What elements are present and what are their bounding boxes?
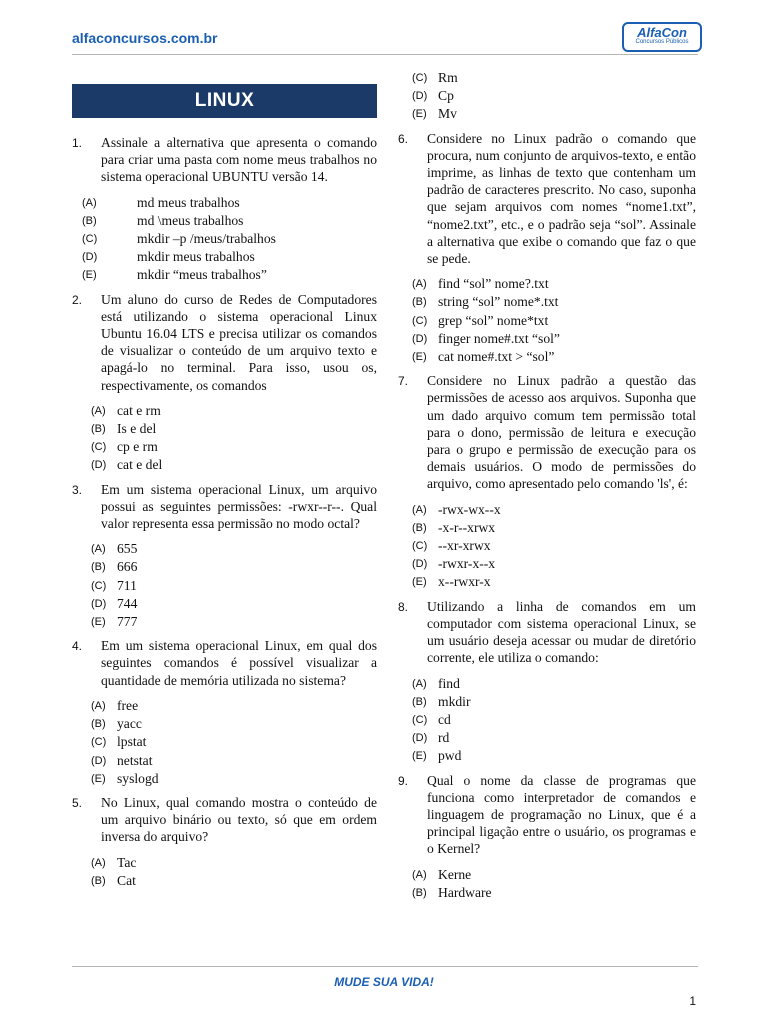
question-4 bbox=[72, 637, 377, 689]
option-text: mkdir meus trabalhos bbox=[137, 249, 255, 265]
option-text: md \meus trabalhos bbox=[137, 212, 244, 228]
option bbox=[72, 595, 377, 613]
header-divider bbox=[72, 54, 698, 55]
question-number: 6. bbox=[398, 131, 409, 146]
option-text: Cat bbox=[117, 872, 136, 888]
option-letter: (B) bbox=[82, 214, 97, 227]
option-letter: (A) bbox=[412, 677, 427, 690]
option bbox=[398, 330, 696, 348]
option bbox=[72, 613, 377, 631]
option-text: Mv bbox=[438, 106, 457, 122]
option-text: finger nome#.txt “sol” bbox=[438, 330, 560, 346]
option bbox=[72, 438, 377, 456]
question-text: Um aluno do curso de Redes de Computadores está utilizando o sistema operacional Linux Ubuntu 16.04 LTS e precisa utilizar os comandos de visualizar o conteúdo de um arquivo texto e apagá-lo no terminal. Para isso, usou os, respectivamente, os comandos bbox=[101, 291, 377, 393]
option bbox=[72, 248, 377, 266]
option-text: lpstat bbox=[117, 734, 147, 750]
question-text: Em um sistema operacional Linux, em qual dos seguintes comandos é possível visualizar a quantidade de memória utilizada no sistema? bbox=[101, 638, 377, 688]
option-letter: (A) bbox=[91, 856, 106, 869]
option bbox=[398, 69, 696, 87]
option-letter: (C) bbox=[91, 579, 107, 592]
question-7 bbox=[398, 372, 696, 492]
option-text: syslogd bbox=[117, 770, 159, 786]
option-letter: (E) bbox=[91, 772, 106, 785]
question-text: No Linux, qual comando mostra o conteúdo de um arquivo binário ou texto, só que em ordem inversa do arquivo? bbox=[101, 794, 377, 845]
right-column bbox=[398, 69, 696, 908]
option bbox=[398, 519, 696, 537]
question-number: 9. bbox=[398, 773, 409, 788]
question-number: 1. bbox=[72, 136, 83, 150]
question-1 bbox=[72, 134, 377, 186]
option-text: cp e rm bbox=[117, 439, 158, 455]
option bbox=[398, 348, 696, 366]
option-letter: (B) bbox=[412, 521, 427, 534]
question-number: 2. bbox=[72, 292, 83, 307]
option-text: cat nome#.txt > “sol” bbox=[438, 349, 555, 365]
option-letter: (D) bbox=[412, 558, 428, 571]
option bbox=[398, 537, 696, 555]
option bbox=[398, 675, 696, 693]
option-text: Tac bbox=[117, 854, 137, 870]
question-text: Considere no Linux padrão o comando que procura, num conjunto de arquivos-texto, e então imprime, as linhas de texto que contenham um padrão de caracteres prescrito. No caso, suponha que sejam arquivos com nomes “nome1.txt”, “nome2.txt”, etc., e o padrão seja “sol”. Assinale a alternativa que exibe o comando que faz o que se pede. bbox=[427, 130, 696, 267]
question-6 bbox=[398, 130, 696, 268]
option-letter: (E) bbox=[412, 576, 427, 589]
option-text: 655 bbox=[117, 541, 138, 557]
question-text: Qual o nome da classe de programas que funciona como interpretador de comandos e linguagem de programação no Linux, que é a principal ligação entre o usuário, os programas e o Kernel? bbox=[427, 772, 696, 857]
options-1 bbox=[72, 194, 377, 285]
question-number: 8. bbox=[398, 599, 409, 614]
option bbox=[72, 872, 377, 890]
option bbox=[398, 866, 696, 884]
option bbox=[398, 555, 696, 573]
option bbox=[398, 884, 696, 902]
option-letter: (C) bbox=[412, 713, 428, 726]
question-text: Utilizando a linha de comandos em um computador com sistema operacional Linux, se um usuário deseja acessar ou mudar de diretório corrente, ele utiliza o comando: bbox=[427, 598, 696, 666]
left-column bbox=[72, 134, 377, 896]
option-letter: (E) bbox=[412, 351, 427, 364]
option-letter: (A) bbox=[91, 404, 106, 417]
option bbox=[398, 711, 696, 729]
option bbox=[398, 501, 696, 519]
option-letter: (C) bbox=[91, 441, 107, 454]
option-text: 711 bbox=[117, 577, 137, 593]
option-text: grep “sol” nome*txt bbox=[438, 312, 549, 328]
option-letter: (B) bbox=[91, 561, 106, 574]
question-text: Considere no Linux padrão a questão das permissões de acesso aos arquivos. Suponha que um dado arquivo comum tem permissão total para o dono, permissão de leitura e execução para o grupo e permissão de execução para os demais usuários. O modo de permissões do arquivo, como apresentado pelo comando 'ls', é: bbox=[427, 373, 696, 492]
option bbox=[398, 729, 696, 747]
options-6 bbox=[398, 275, 696, 366]
option-letter: (B) bbox=[412, 695, 427, 708]
option-letter: (C) bbox=[412, 72, 428, 84]
option-letter: (C) bbox=[412, 540, 428, 553]
option bbox=[398, 693, 696, 711]
question-8 bbox=[398, 598, 696, 667]
options-2 bbox=[72, 402, 377, 475]
option-text: cd bbox=[438, 711, 451, 727]
option-text: Cp bbox=[438, 88, 454, 104]
alfacon-logo bbox=[622, 22, 702, 52]
option-text: 666 bbox=[117, 559, 138, 575]
footer-divider bbox=[72, 966, 698, 967]
option-letter: (B) bbox=[91, 874, 106, 887]
option-text: -x-r--xrwx bbox=[438, 519, 496, 535]
option bbox=[72, 854, 377, 872]
option bbox=[398, 747, 696, 765]
option-letter: (B) bbox=[412, 886, 427, 899]
option-text: find bbox=[438, 675, 460, 691]
option bbox=[72, 456, 377, 474]
option bbox=[72, 715, 377, 733]
question-2 bbox=[72, 291, 377, 394]
options-9 bbox=[398, 866, 696, 902]
option bbox=[72, 558, 377, 576]
options-3 bbox=[72, 540, 377, 631]
option-letter: (A) bbox=[412, 868, 427, 881]
option-letter: (A) bbox=[91, 699, 106, 712]
option bbox=[398, 573, 696, 591]
option-text: cat e del bbox=[117, 457, 163, 473]
option-text: rd bbox=[438, 730, 450, 746]
option bbox=[72, 402, 377, 420]
option-letter: (E) bbox=[412, 750, 427, 763]
section-title: LINUX bbox=[72, 84, 377, 118]
option-letter: (D) bbox=[91, 597, 107, 610]
question-number: 5. bbox=[72, 795, 83, 810]
option bbox=[72, 540, 377, 558]
option-text: free bbox=[117, 697, 139, 713]
options-8 bbox=[398, 675, 696, 766]
option-letter: (A) bbox=[82, 196, 97, 209]
logo-brand: AlfaCon bbox=[637, 25, 687, 40]
option-text: mkdir “meus trabalhos” bbox=[137, 267, 267, 283]
site-url[interactable]: alfaconcursos.com.br bbox=[72, 30, 218, 46]
option bbox=[72, 194, 377, 212]
option bbox=[72, 752, 377, 770]
option-letter: (A) bbox=[91, 543, 106, 556]
option bbox=[72, 230, 377, 248]
option-text: x--rwxr-x bbox=[438, 574, 491, 590]
option bbox=[72, 212, 377, 230]
option-letter: (A) bbox=[412, 278, 427, 291]
question-text: Assinale a alternativa que apresenta o comando para criar uma pasta com nome meus trabalhos no sistema operacional UBUNTU versão 14. bbox=[101, 135, 377, 185]
option bbox=[72, 266, 377, 284]
question-text: Em um sistema operacional Linux, um arquivo possui as seguintes permissões: -rwxr--r--. Qual valor representa essa permissão no modo octal? bbox=[101, 481, 377, 532]
options-4 bbox=[72, 697, 377, 788]
option-letter: (A) bbox=[412, 503, 427, 516]
option-letter: (E) bbox=[82, 269, 97, 282]
option bbox=[72, 697, 377, 715]
option-text: 744 bbox=[117, 595, 138, 611]
option-letter: (D) bbox=[91, 754, 107, 767]
option-text: yacc bbox=[117, 716, 142, 732]
question-9 bbox=[398, 772, 696, 858]
option-text: Kerne bbox=[438, 866, 472, 882]
page-number: 1 bbox=[689, 994, 696, 1008]
option-letter: (C) bbox=[82, 233, 98, 246]
option-text: string “sol” nome*.txt bbox=[438, 294, 559, 310]
option-text: md meus trabalhos bbox=[137, 194, 240, 210]
option bbox=[72, 770, 377, 788]
options-5b bbox=[398, 69, 696, 124]
option bbox=[398, 87, 696, 105]
option-text: pwd bbox=[438, 748, 462, 764]
option-letter: (B) bbox=[91, 718, 106, 731]
option-letter: (B) bbox=[91, 423, 106, 436]
option-letter: (C) bbox=[91, 736, 107, 749]
question-3 bbox=[72, 481, 377, 533]
option-letter: (D) bbox=[412, 332, 428, 345]
option bbox=[398, 293, 696, 311]
option-letter: (D) bbox=[412, 90, 428, 103]
footer-slogan: MUDE SUA VIDA! bbox=[334, 975, 434, 989]
option-letter: (E) bbox=[91, 616, 106, 629]
option-letter: (B) bbox=[412, 296, 427, 309]
question-number: 3. bbox=[72, 482, 83, 497]
option bbox=[72, 733, 377, 751]
option-text: cat e rm bbox=[117, 402, 161, 418]
option-text: mkdir –p /meus/trabalhos bbox=[137, 231, 276, 247]
option-letter: (E) bbox=[412, 108, 427, 121]
options-5a bbox=[72, 854, 377, 890]
option-text: --xr-xrwx bbox=[438, 538, 491, 554]
question-number: 7. bbox=[398, 374, 409, 389]
option-text: 777 bbox=[117, 614, 138, 630]
option-letter: (C) bbox=[412, 314, 428, 327]
option-text: Hardware bbox=[438, 884, 492, 900]
option-letter: (D) bbox=[91, 459, 107, 472]
option bbox=[398, 105, 696, 123]
option-text: netstat bbox=[117, 752, 153, 768]
option-letter: (D) bbox=[82, 251, 98, 264]
option-text: mkdir bbox=[438, 693, 471, 709]
option-text: -rwxr-x--x bbox=[438, 556, 496, 572]
option-text: Rm bbox=[438, 70, 458, 85]
options-7 bbox=[398, 501, 696, 592]
question-5 bbox=[72, 794, 377, 846]
option-text: find “sol” nome?.txt bbox=[438, 276, 549, 292]
option-text: Is e del bbox=[117, 421, 157, 437]
option-letter: (D) bbox=[412, 732, 428, 745]
question-number: 4. bbox=[72, 639, 83, 654]
option bbox=[72, 577, 377, 595]
option-text: -rwx-wx--x bbox=[438, 501, 501, 517]
option bbox=[398, 275, 696, 293]
option bbox=[72, 420, 377, 438]
logo-subtitle: Concursos Públicos bbox=[635, 39, 689, 45]
option bbox=[398, 312, 696, 330]
